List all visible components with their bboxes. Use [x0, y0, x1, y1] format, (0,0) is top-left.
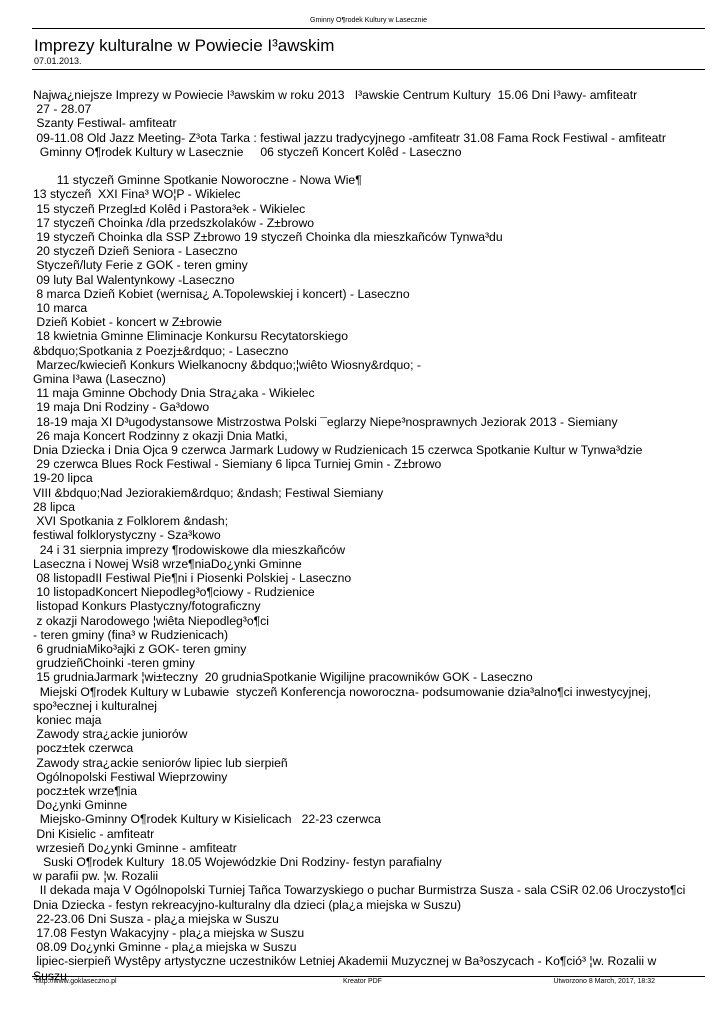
text-line: Gmina I³awa (Laseczno)	[33, 372, 166, 387]
text-line: wrzesieñ Do¿ynki Gminne - amfiteatr	[33, 840, 237, 855]
text-line: 11 maja Gminne Obchody Dnia Stra¿aka - Wikielec	[33, 386, 315, 401]
article-body	[33, 88, 705, 983]
text-line: z okazji Narodowego ¦wiêta Niepodleg³o¶ci	[33, 613, 269, 628]
text-line: 13 styczeñ XXI Fina³ WO¦P - Wikielec	[33, 187, 241, 202]
text-line: 19-20 lipca	[33, 471, 93, 486]
text-line: spo³ecznej i kulturalnej	[33, 698, 157, 713]
text-line: Miejski O¶rodek Kultury w Lubawie styczeñ Konferencja noworoczna- podsumowanie dzia³alno¶ci inwestycyjnej,	[33, 684, 652, 699]
text-line: 19 maja Dni Rodziny - Ga³dowo	[33, 400, 210, 415]
text-line: 15 grudniaJarmark ¦wi±teczny 20 grudniaSpotkanie Wigilijne pracowników GOK - Laseczno	[33, 670, 533, 685]
text-line: Gminny O¶rodek Kultury w Lasecznie 06 styczeñ Koncert Kolêd - Laseczno	[33, 144, 462, 159]
header-divider	[32, 28, 705, 29]
text-line: Dnia Dziecka i Dnia Ojca 9 czerwca Jarmark Ludowy w Rudzienicach 15 czerwca Spotkanie Kultur w Tynwa³dzie	[33, 443, 643, 458]
text-line: VIII &bdquo;Nad Jeziorakiem&rdquo; &ndash; Festiwal Siemiany	[33, 485, 384, 500]
text-line: 18-19 maja XI D³ugodystansowe Mistrzostwa Polski ¯eglarzy Niepe³nosprawnych Jeziorak 2013 - Siemiany	[33, 414, 618, 429]
text-line: 09 luty Bal Walentynkowy -Laseczno	[33, 272, 235, 287]
text-line: 24 i 31 sierpnia imprezy ¶rodowiskowe dla mieszkañców	[33, 542, 346, 557]
text-line: 11 styczeñ Gminne Spotkanie Noworoczne - Nowa Wie¶	[33, 173, 362, 188]
text-line: 26 maja Koncert Rodzinny z okazji Dnia Matki,	[33, 428, 288, 443]
article-date: 07.01.2013.	[34, 56, 82, 66]
title-divider	[32, 69, 705, 70]
footer-generator: Kreator PDF	[343, 978, 382, 985]
text-line: &bdquo;Spotkania z Poezj±&rdquo; - Laseczno	[33, 343, 289, 358]
text-line: 29 czerwca Blues Rock Festiwal - Siemiany 6 lipca Turniej Gmin - Z±browo	[33, 457, 442, 472]
text-line: Dni Kisielic - amfiteatr	[33, 826, 155, 841]
text-line: pocz±tek wrze¶nia	[33, 783, 138, 798]
text-line: lipiec-sierpieñ Wystêpy artystyczne uczestników Letniej Akademii Muzycznej w Ba³oszycach - Ko¶ció³ ¦w. Rozalii w	[33, 954, 657, 969]
text-line: Laseczna i Nowej Wsi8 wrze¶niaDo¿ynki Gminne	[33, 556, 302, 571]
text-line	[33, 159, 705, 173]
footer-url: http://www.goklaseczno.pl	[36, 978, 117, 985]
page-header: Gminny O¶rodek Kultury w Lasecznie	[310, 17, 427, 24]
text-line: festiwal folklorystyczny - Sza³kowo	[33, 528, 221, 543]
text-line: Najwa¿niejsze Imprezy w Powiecie I³awskim w roku 2013 I³awskie Centrum Kultury 15.06 Dni I³awy- amfiteatr	[33, 88, 638, 102]
text-line: 27 - 28.07	[33, 102, 92, 117]
text-line: Dnia Dziecka - festyn rekreacyjno-kulturalny dla dzieci (pla¿a miejska w Suszu)	[33, 897, 462, 912]
text-line: - teren gminy (fina³ w Rudzienicach)	[33, 627, 229, 642]
text-line: grudzieñChoinki -teren gminy	[33, 656, 195, 671]
text-line: listopad Konkurs Plastyczny/fotograficzny	[33, 599, 261, 614]
text-line: 08.09 Do¿ynki Gminne - pla¿a miejska w Suszu	[33, 940, 297, 955]
text-line: 19 styczeñ Choinka dla SSP Z±browo 19 styczeñ Choinka dla mieszkañców Tynwa³du	[33, 230, 503, 245]
text-line: 10 listopadKoncert Niepodleg³o¶ciowy - Rudzienice	[33, 585, 315, 600]
text-line: XVI Spotkania z Folklorem &ndash;	[33, 514, 229, 529]
text-line: 8 marca Dzieñ Kobiet (wernisa¿ A.Topolewskiej i koncert) - Laseczno	[33, 286, 410, 301]
text-line: 18 kwietnia Gminne Eliminacje Konkursu Recytatorskiego	[33, 329, 348, 344]
text-line: 08 listopadII Festiwal Pie¶ni i Piosenki Polskiej - Laseczno	[33, 570, 352, 585]
text-line: Miejsko-Gminny O¶rodek Kultury w Kisielicach 22-23 czerwca	[33, 812, 381, 827]
text-line: Suszu	[33, 968, 67, 983]
text-line: Marzec/kwiecieñ Konkurs Wielkanocny &bdquo;¦wiêto Wiosny&rdquo; -	[33, 357, 421, 372]
text-line: pocz±tek czerwca	[33, 741, 134, 756]
text-line: Szanty Festiwal- amfiteatr	[33, 116, 177, 131]
text-line: Zawody stra¿ackie seniorów lipiec lub sierpieñ	[33, 755, 288, 770]
text-line: 20 styczeñ Dzieñ Seniora - Laseczno	[33, 244, 238, 259]
text-line: Ogólnopolski Festiwal Wieprzowiny	[33, 769, 228, 784]
text-line: Do¿ynki Gminne	[33, 798, 128, 813]
text-line: 6 grudniaMiko³ajki z GOK- teren gminy	[33, 641, 247, 656]
text-line: koniec maja	[33, 712, 102, 727]
text-line: 15 styczeñ Przegl±d Kolêd i Pastora³ek - Wikielec	[33, 201, 306, 216]
text-line: Zawody stra¿ackie juniorów	[33, 727, 188, 742]
text-line: 22-23.06 Dni Susza - pla¿a miejska w Suszu	[33, 911, 279, 926]
text-line: 28 lipca	[33, 499, 76, 514]
article-title: Imprezy kulturalne w Powiecie I³awskim	[34, 36, 335, 55]
footer-created: Utworzono 8 March, 2017, 18:32	[553, 978, 655, 985]
text-line: w parafii pw. ¦w. Rozalii	[33, 869, 159, 884]
text-line: 17.08 Festyn Wakacyjny - pla¿a miejska w Suszu	[33, 925, 305, 940]
text-line: Styczeñ/luty Ferie z GOK - teren gminy	[33, 258, 248, 273]
text-line: Suski O¶rodek Kultury 18.05 Wojewódzkie Dni Rodziny- festyn parafialny	[33, 854, 442, 869]
text-line: II dekada maja V Ogólnopolski Turniej Tañca Towarzyskiego o puchar Burmistrza Susza - sala CSiR 02.06 Uroczysto¶ci	[33, 883, 686, 898]
text-line: 09-11.08 Old Jazz Meeting- Z³ota Tarka : festiwal jazzu tradycyjnego -amfiteatr 31.08 Fama Rock Festiwal - amfiteatr	[33, 130, 666, 145]
text-line: 10 marca	[33, 301, 88, 316]
text-line: Dzieñ Kobiet - koncert w Z±browie	[33, 315, 222, 330]
text-line: 17 styczeñ Choinka /dla przedszkolaków - Z±browo	[33, 215, 315, 230]
